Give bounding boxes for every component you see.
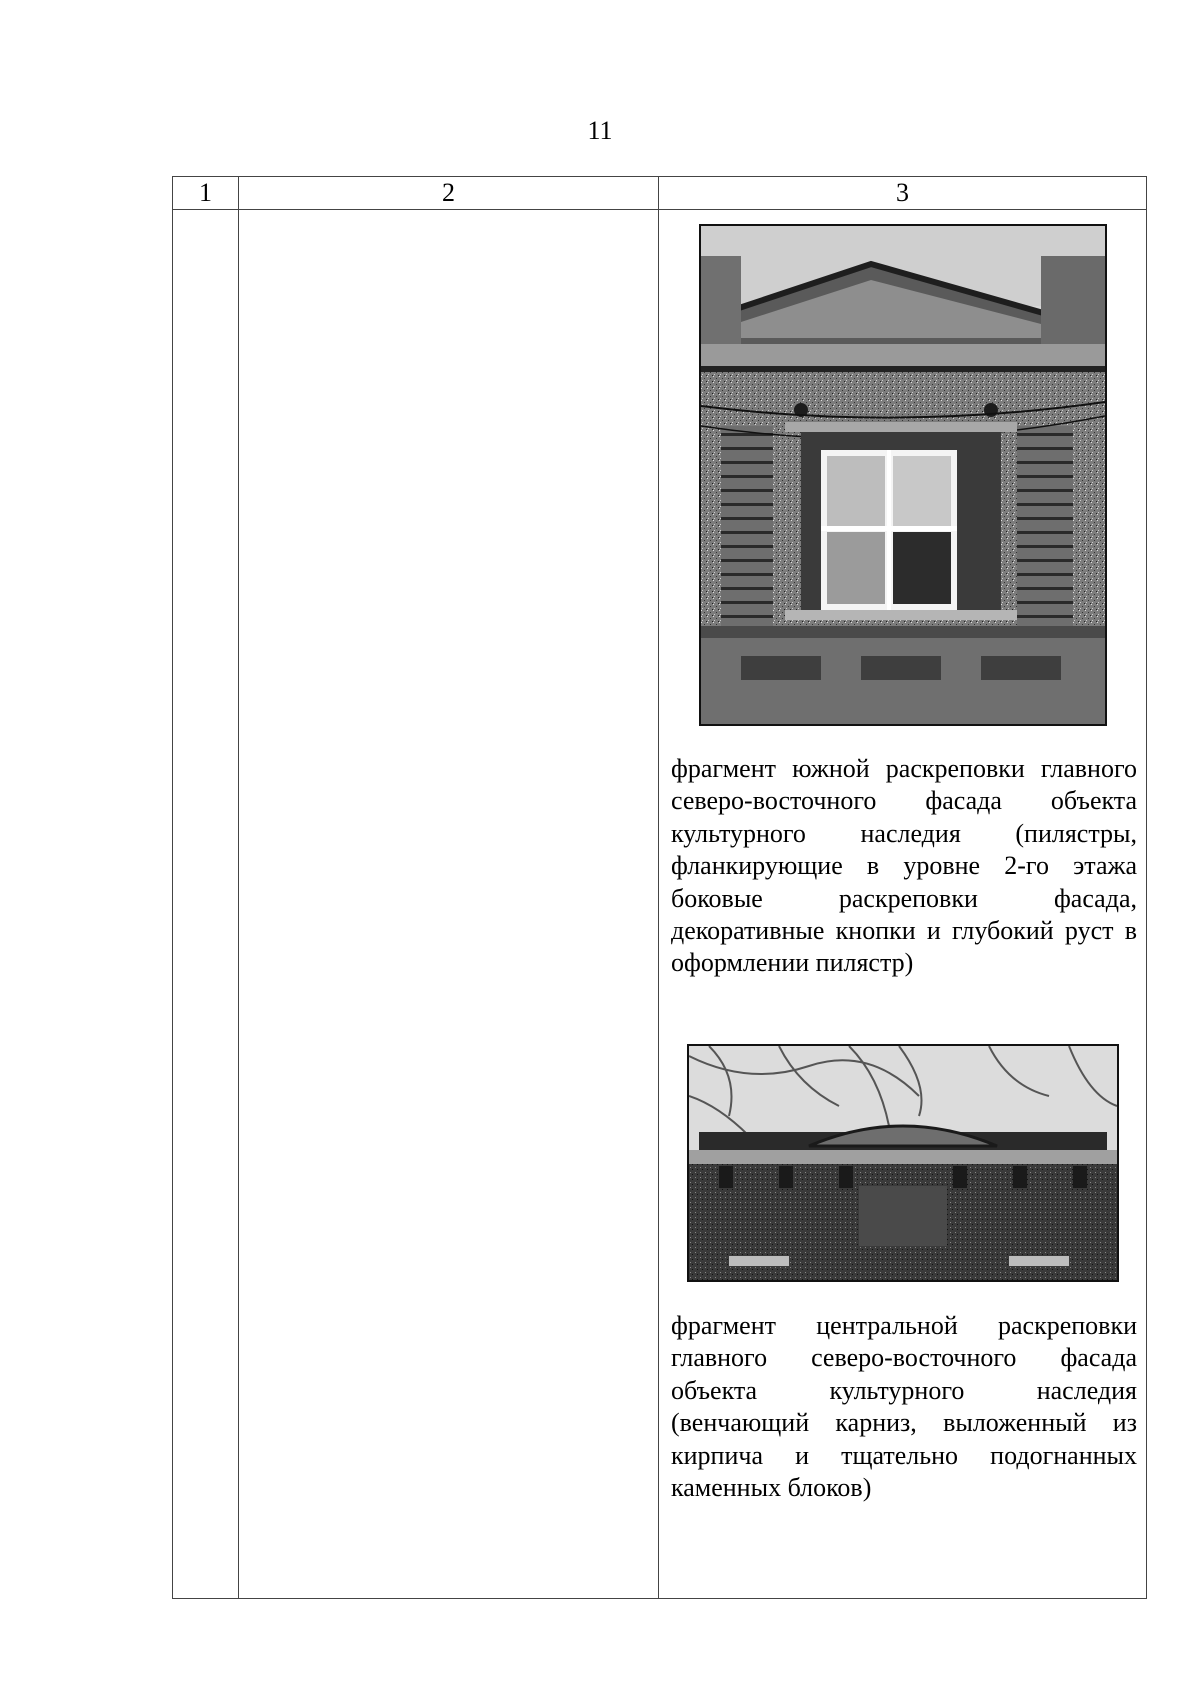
column-header-3: 3 <box>659 177 1147 210</box>
facade-cornice-photo <box>687 1044 1119 1282</box>
table-cell-col3 <box>659 210 1147 1599</box>
column-header-2: 2 <box>239 177 659 210</box>
page-number: 11 <box>587 116 613 145</box>
heritage-table <box>172 176 1147 1599</box>
photo-caption-2: фрагмент центральной раскреповки главного северо-восточного фасада объекта культурного наследия (венчающий карниз, выложенный из кирпича и тщательно подогнанных каменных блоков) <box>671 1311 1137 1503</box>
table-cell-col2 <box>239 210 659 1599</box>
photo-caption-1: фрагмент южной раскреповки главного северо-восточного фасада объекта культурного наследия (пилястры, фланкирующие в уровне 2-го этажа боковые раскреповки фасада, декоративные кнопки и глубокий руст в оформлении пилястр) <box>671 754 1137 978</box>
table-cell-col1 <box>173 210 239 1599</box>
column-header-1: 1 <box>173 177 239 210</box>
facade-window-photo <box>699 224 1107 726</box>
table-row <box>173 210 1147 1599</box>
table-header-row <box>173 177 1147 210</box>
